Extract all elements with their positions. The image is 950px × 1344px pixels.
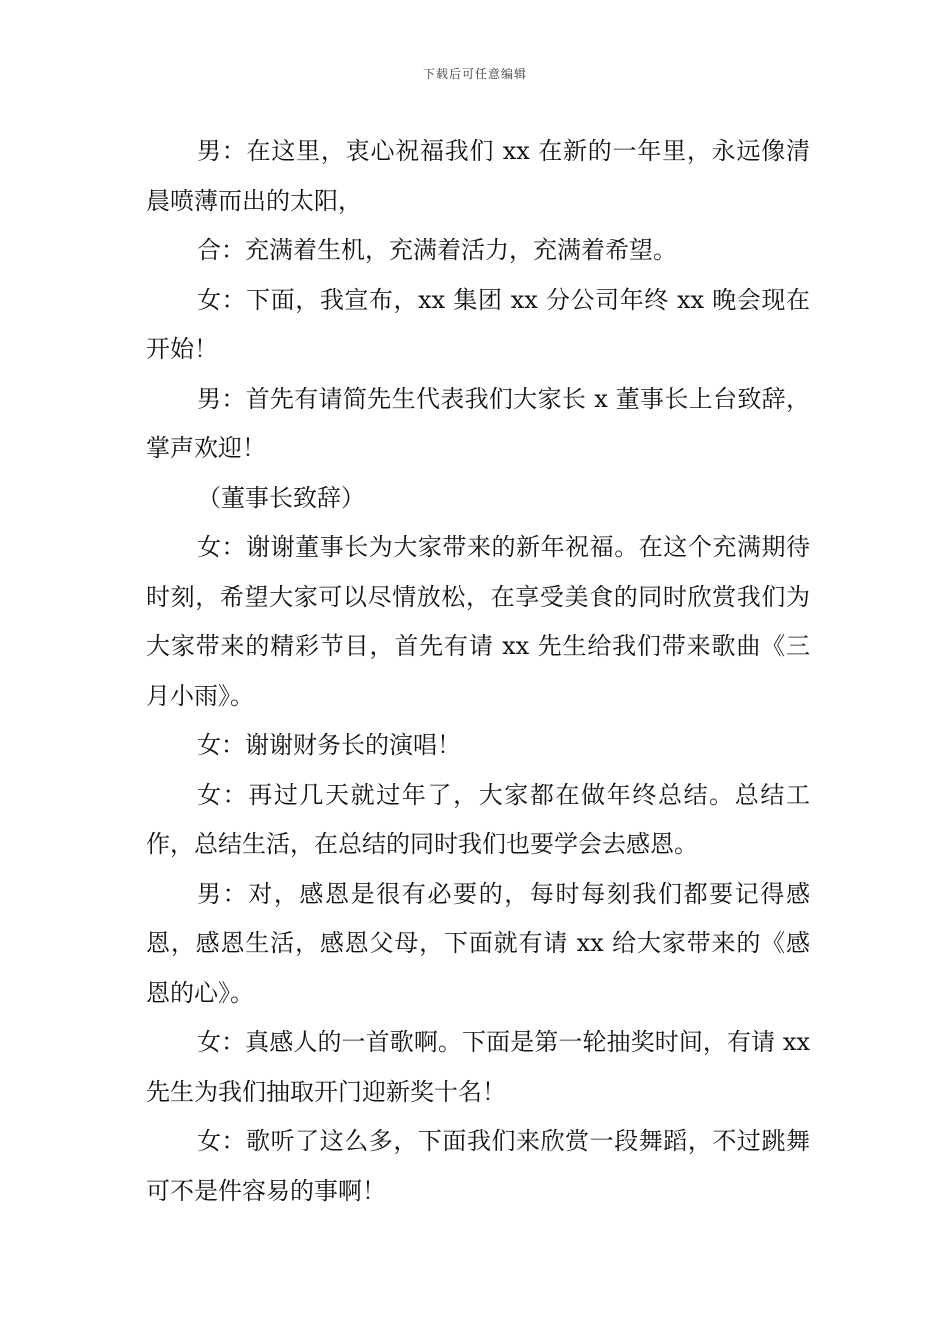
stage-direction: （董事长致辞） (197, 483, 365, 512)
paragraph: 女：再过几天就过年了，大家都在做年终总结。总结工作，总结生活，在总结的同时我们也要学会去感恩。 (146, 780, 810, 858)
paragraph: 男：对，感恩是很有必要的，每时每刻我们都要记得感恩，感恩生活，感恩父母，下面就有请 xx 给大家带来的《感恩的心》。 (146, 879, 810, 1007)
paragraph: 男：首先有请简先生代表我们大家长 x 董事长上台致辞，掌声欢迎！ (146, 384, 810, 462)
paragraph: 女：下面，我宣布，xx 集团 xx 分公司年终 xx 晚会现在开始！ (146, 285, 810, 363)
paragraph: 合：充满着生机，充满着活力，充满着希望。 (197, 236, 677, 264)
document-body (146, 127, 810, 1216)
paragraph: 女：真感人的一首歌啊。下面是第一轮抽奖时间，有请 xx 先生为我们抽取开门迎新奖十名！ (146, 1028, 810, 1106)
header-note: 下载后可任意编辑 (422, 67, 527, 81)
paragraph: 男：在这里，衷心祝福我们 xx 在新的一年里，永远像清晨喷薄而出的太阳， (146, 137, 810, 215)
paragraph: 女：歌听了这么多，下面我们来欣赏一段舞蹈，不过跳舞可不是件容易的事啊！ (146, 1127, 810, 1205)
paragraph: 女：谢谢董事长为大家带来的新年祝福。在这个充满期待时刻，希望大家可以尽情放松，在享受美食的同时欣赏我们为大家带来的精彩节目，首先有请 xx 先生给我们带来歌曲《三月小雨》。 (146, 533, 810, 710)
paragraph: 女：谢谢财务长的演唱！ (197, 731, 461, 759)
